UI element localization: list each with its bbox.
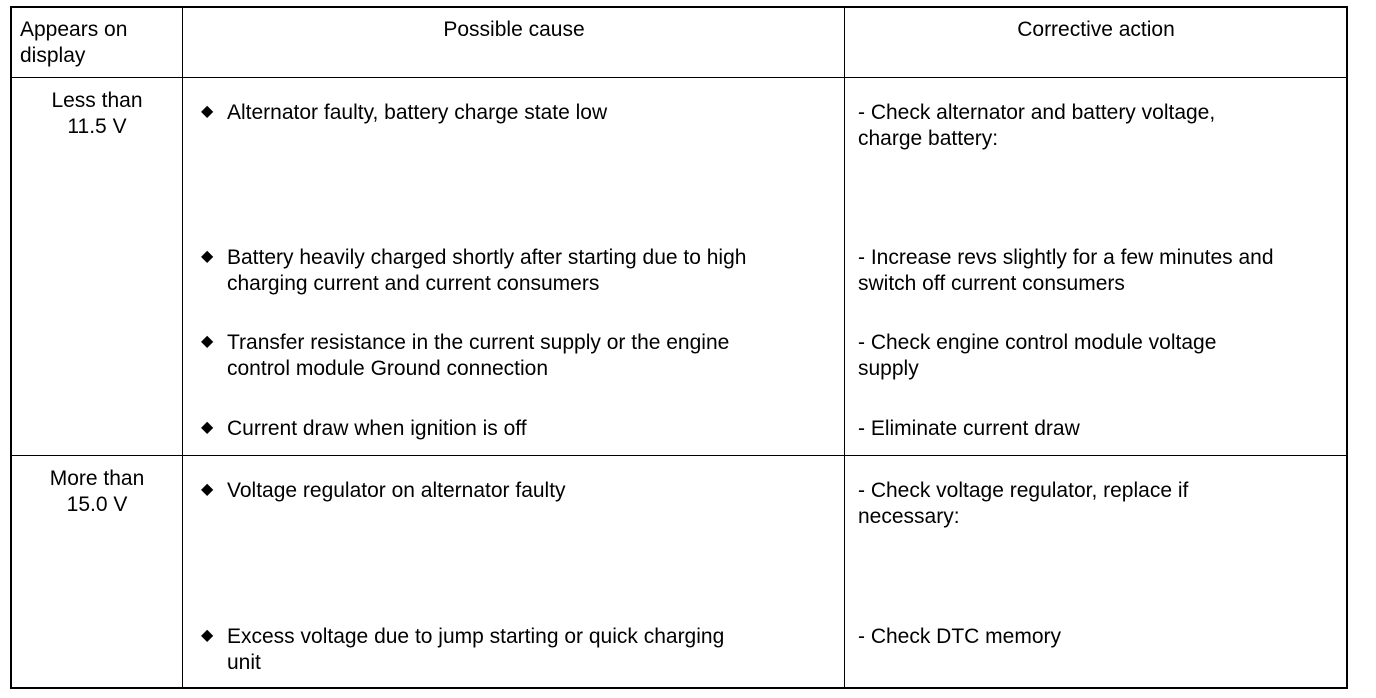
action-item xyxy=(858,245,1274,297)
cause-line: Current draw when ignition is off xyxy=(227,417,527,440)
diamond-bullet-icon: ◆ xyxy=(201,481,214,498)
header-cause: Possible cause xyxy=(443,18,585,41)
diamond-bullet-icon: ◆ xyxy=(201,333,214,350)
action-line: - Check alternator and battery voltage, xyxy=(858,101,1216,124)
header-action: Corrective action xyxy=(1017,18,1175,41)
row-display-line: 11.5 V xyxy=(67,115,127,138)
action-line: switch off current consumers xyxy=(858,272,1125,295)
action-item xyxy=(858,330,1216,382)
column-divider xyxy=(844,8,845,687)
cause-line: control module Ground connection xyxy=(227,357,549,380)
action-line: necessary: xyxy=(858,505,960,528)
cause-line: unit xyxy=(227,651,261,674)
action-line: - Check engine control module voltage xyxy=(858,331,1217,354)
cause-line: Alternator faulty, battery charge state low xyxy=(227,101,608,124)
cause-line: charging current and current consumers xyxy=(227,272,600,295)
diamond-bullet-icon: ◆ xyxy=(201,103,214,120)
header-divider xyxy=(12,77,1346,78)
action-item xyxy=(858,416,1080,442)
action-item xyxy=(858,478,1188,530)
action-item xyxy=(858,624,1061,650)
action-line: supply xyxy=(858,357,919,380)
header-display-line: display xyxy=(20,44,86,67)
cause-line: Voltage regulator on alternator faulty xyxy=(227,479,566,502)
header-display xyxy=(20,17,127,69)
column-divider xyxy=(182,8,183,687)
cause-line: Battery heavily charged shortly after starting due to high xyxy=(227,246,747,269)
row-display-value xyxy=(12,88,182,140)
row-display-value xyxy=(12,466,182,518)
action-line: - Eliminate current draw xyxy=(858,417,1080,440)
row-divider xyxy=(12,455,1346,456)
row-display-line: More than xyxy=(49,467,145,490)
action-line: charge battery: xyxy=(858,127,999,150)
diagnosis-table xyxy=(10,6,1348,689)
cause-line: Transfer resistance in the current supply or the engine xyxy=(227,331,730,354)
header-display-line: Appears on xyxy=(20,18,128,41)
action-line: - Increase revs slightly for a few minutes and xyxy=(858,246,1274,269)
row-display-line: 15.0 V xyxy=(66,493,128,516)
action-line: - Check DTC memory xyxy=(858,625,1062,648)
action-item xyxy=(858,100,1215,152)
diamond-bullet-icon: ◆ xyxy=(201,248,214,265)
diamond-bullet-icon: ◆ xyxy=(201,627,214,644)
diamond-bullet-icon: ◆ xyxy=(201,419,214,436)
cause-line: Excess voltage due to jump starting or quick charging xyxy=(227,625,725,648)
row-display-line: Less than xyxy=(51,89,143,112)
action-line: - Check voltage regulator, replace if xyxy=(858,479,1189,502)
